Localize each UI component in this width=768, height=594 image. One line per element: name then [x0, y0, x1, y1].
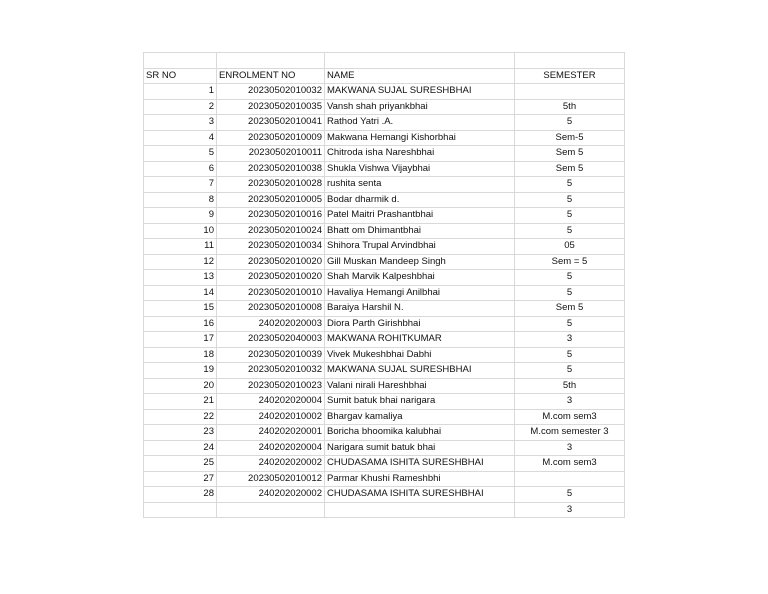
sr-no-cell[interactable]: 9 — [144, 208, 217, 224]
enrolment-no-cell[interactable]: 20230502010008 — [217, 301, 325, 317]
header-sr-no[interactable]: SR NO — [144, 68, 217, 84]
semester-cell[interactable]: 3 — [515, 332, 625, 348]
table-row — [144, 363, 625, 379]
table-row — [144, 409, 625, 425]
table-row — [144, 146, 625, 162]
table-row — [144, 487, 625, 503]
sr-no-cell[interactable]: 22 — [144, 409, 217, 425]
sr-no-cell[interactable]: 2 — [144, 99, 217, 115]
table-row — [144, 208, 625, 224]
table-row — [144, 84, 625, 100]
semester-cell[interactable]: 5th — [515, 378, 625, 394]
table-row — [144, 425, 625, 441]
semester-cell[interactable]: Sem 5 — [515, 161, 625, 177]
enrolment-no-cell[interactable]: 240202020004 — [217, 440, 325, 456]
enrolment-no-cell[interactable]: 20230502010016 — [217, 208, 325, 224]
enrolment-no-cell[interactable]: 240202010002 — [217, 409, 325, 425]
name-cell[interactable]: Parmar Khushi Rameshbhi — [325, 471, 515, 487]
enrolment-no-cell[interactable]: 20230502010023 — [217, 378, 325, 394]
table-row — [144, 223, 625, 239]
sr-no-cell[interactable]: 11 — [144, 239, 217, 255]
table-row — [144, 440, 625, 456]
enrolment-no-cell[interactable]: 240202020004 — [217, 394, 325, 410]
sr-no-cell[interactable]: 28 — [144, 487, 217, 503]
enrolment-no-cell[interactable]: 20230502010020 — [217, 254, 325, 270]
name-cell[interactable]: Sumit batuk bhai narigara — [325, 394, 515, 410]
name-cell[interactable]: Valani nirali Hareshbhai — [325, 378, 515, 394]
sr-no-cell[interactable]: 12 — [144, 254, 217, 270]
sr-no-cell[interactable]: 4 — [144, 130, 217, 146]
table-row — [144, 270, 625, 286]
table-row — [144, 161, 625, 177]
semester-cell[interactable]: Sem = 5 — [515, 254, 625, 270]
name-cell[interactable]: Shah Marvik Kalpeshbhai — [325, 270, 515, 286]
semester-cell[interactable]: 5 — [515, 192, 625, 208]
name-cell[interactable]: rushita senta — [325, 177, 515, 193]
name-cell[interactable]: MAKWANA SUJAL SURESHBHAI — [325, 84, 515, 100]
empty-cell[interactable] — [515, 53, 625, 69]
semester-cell[interactable]: 5 — [515, 487, 625, 503]
name-cell[interactable]: CHUDASAMA ISHITA SURESHBHAI — [325, 456, 515, 472]
sr-no-cell[interactable]: 19 — [144, 363, 217, 379]
semester-cell[interactable]: Sem-5 — [515, 130, 625, 146]
enrolment-no-cell[interactable]: 20230502040003 — [217, 332, 325, 348]
enrolment-no-cell[interactable]: 20230502010039 — [217, 347, 325, 363]
name-cell[interactable] — [325, 502, 515, 518]
sr-no-cell[interactable]: 16 — [144, 316, 217, 332]
sr-no-cell[interactable] — [144, 502, 217, 518]
name-cell[interactable]: Shihora Trupal Arvindbhai — [325, 239, 515, 255]
sr-no-cell[interactable]: 5 — [144, 146, 217, 162]
semester-cell[interactable]: 5 — [515, 363, 625, 379]
semester-cell[interactable]: 5 — [515, 316, 625, 332]
semester-cell[interactable]: 5 — [515, 208, 625, 224]
semester-cell[interactable]: 5 — [515, 270, 625, 286]
name-cell[interactable]: Rathod Yatri .A. — [325, 115, 515, 131]
name-cell[interactable]: Vansh shah priyankbhai — [325, 99, 515, 115]
enrolment-no-cell[interactable]: 240202020002 — [217, 487, 325, 503]
name-cell[interactable]: Makwana Hemangi Kishorbhai — [325, 130, 515, 146]
table-row — [144, 301, 625, 317]
enrolment-no-cell[interactable]: 240202020001 — [217, 425, 325, 441]
enrolment-no-cell[interactable]: 20230502010032 — [217, 363, 325, 379]
table-row — [144, 394, 625, 410]
semester-cell[interactable]: Sem 5 — [515, 146, 625, 162]
table-row — [144, 347, 625, 363]
name-cell[interactable]: MAKWANA SUJAL SURESHBHAI — [325, 363, 515, 379]
empty-top-row — [144, 53, 625, 69]
name-cell[interactable]: Vivek Mukeshbhai Dabhi — [325, 347, 515, 363]
semester-cell[interactable]: M.com sem3 — [515, 456, 625, 472]
name-cell[interactable]: Diora Parth Girishbhai — [325, 316, 515, 332]
enrolment-no-cell[interactable]: 20230502010032 — [217, 84, 325, 100]
sr-no-cell[interactable]: 25 — [144, 456, 217, 472]
semester-cell[interactable]: Sem 5 — [515, 301, 625, 317]
sr-no-cell[interactable]: 13 — [144, 270, 217, 286]
name-cell[interactable]: MAKWANA ROHITKUMAR — [325, 332, 515, 348]
sr-no-cell[interactable]: 23 — [144, 425, 217, 441]
enrolment-no-cell[interactable]: 20230502010024 — [217, 223, 325, 239]
name-cell[interactable]: Shukla Vishwa Vijaybhai — [325, 161, 515, 177]
sr-no-cell[interactable]: 27 — [144, 471, 217, 487]
table-row — [144, 471, 625, 487]
table-row — [144, 456, 625, 472]
header-enrolment-no[interactable]: ENROLMENT NO — [217, 68, 325, 84]
table-row — [144, 99, 625, 115]
enrolment-no-cell[interactable]: 20230502010028 — [217, 177, 325, 193]
table-row — [144, 332, 625, 348]
name-cell[interactable]: Patel Maitri Prashantbhai — [325, 208, 515, 224]
sr-no-cell[interactable]: 3 — [144, 115, 217, 131]
name-cell[interactable]: CHUDASAMA ISHITA SURESHBHAI — [325, 487, 515, 503]
enrolment-no-cell[interactable] — [217, 502, 325, 518]
sr-no-cell[interactable]: 10 — [144, 223, 217, 239]
enrolment-no-cell[interactable]: 20230502010034 — [217, 239, 325, 255]
enrolment-no-cell[interactable]: 240202020002 — [217, 456, 325, 472]
semester-cell[interactable]: 5 — [515, 347, 625, 363]
semester-cell[interactable]: 05 — [515, 239, 625, 255]
semester-cell[interactable] — [515, 84, 625, 100]
table-row — [144, 239, 625, 255]
name-cell[interactable]: Bhatt om Dhimantbhai — [325, 223, 515, 239]
name-cell[interactable]: Chitroda isha Nareshbhai — [325, 146, 515, 162]
header-name[interactable]: NAME — [325, 68, 515, 84]
enrolment-no-cell[interactable]: 20230502010012 — [217, 471, 325, 487]
name-cell[interactable]: Gill Muskan Mandeep Singh — [325, 254, 515, 270]
sr-no-cell[interactable]: 15 — [144, 301, 217, 317]
name-cell[interactable]: Bhargav kamaliya — [325, 409, 515, 425]
sr-no-cell[interactable]: 14 — [144, 285, 217, 301]
enrolment-no-cell[interactable]: 20230502010041 — [217, 115, 325, 131]
empty-cell[interactable] — [217, 53, 325, 69]
semester-cell[interactable]: M.com sem3 — [515, 409, 625, 425]
semester-cell[interactable]: M.com semester 3 — [515, 425, 625, 441]
table-row — [144, 177, 625, 193]
empty-cell[interactable] — [144, 53, 217, 69]
header-row — [144, 68, 625, 84]
enrolment-no-cell[interactable]: 20230502010038 — [217, 161, 325, 177]
sr-no-cell[interactable]: 6 — [144, 161, 217, 177]
empty-cell[interactable] — [325, 53, 515, 69]
enrolment-no-cell[interactable]: 20230502010009 — [217, 130, 325, 146]
table-row — [144, 192, 625, 208]
spreadsheet-table — [143, 52, 625, 518]
semester-cell[interactable]: 5 — [515, 285, 625, 301]
table-row — [144, 254, 625, 270]
semester-cell[interactable]: 3 — [515, 394, 625, 410]
enrolment-no-cell[interactable]: 20230502010010 — [217, 285, 325, 301]
sr-no-cell[interactable]: 8 — [144, 192, 217, 208]
name-cell[interactable]: Havaliya Hemangi Anilbhai — [325, 285, 515, 301]
semester-cell[interactable]: 3 — [515, 440, 625, 456]
enrolment-no-cell[interactable]: 20230502010011 — [217, 146, 325, 162]
sr-no-cell[interactable]: 1 — [144, 84, 217, 100]
name-cell[interactable]: Narigara sumit batuk bhai — [325, 440, 515, 456]
sr-no-cell[interactable]: 17 — [144, 332, 217, 348]
enrolment-no-cell[interactable]: 20230502010005 — [217, 192, 325, 208]
semester-cell[interactable]: 5 — [515, 223, 625, 239]
sr-no-cell[interactable]: 7 — [144, 177, 217, 193]
sr-no-cell[interactable]: 18 — [144, 347, 217, 363]
enrolment-no-cell[interactable]: 240202020003 — [217, 316, 325, 332]
semester-cell[interactable]: 5 — [515, 177, 625, 193]
name-cell[interactable]: Bodar dharmik d. — [325, 192, 515, 208]
header-semester[interactable]: SEMESTER — [515, 68, 625, 84]
enrolment-no-cell[interactable]: 20230502010035 — [217, 99, 325, 115]
enrolment-no-cell[interactable]: 20230502010020 — [217, 270, 325, 286]
name-cell[interactable]: Baraiya Harshil N. — [325, 301, 515, 317]
table-row — [144, 316, 625, 332]
semester-cell[interactable] — [515, 471, 625, 487]
name-cell[interactable]: Boricha bhoomika kalubhai — [325, 425, 515, 441]
sr-no-cell[interactable]: 20 — [144, 378, 217, 394]
table-row — [144, 502, 625, 518]
sr-no-cell[interactable]: 21 — [144, 394, 217, 410]
semester-cell[interactable]: 5 — [515, 115, 625, 131]
table-row — [144, 130, 625, 146]
semester-cell[interactable]: 3 — [515, 502, 625, 518]
table-row — [144, 285, 625, 301]
table-row — [144, 115, 625, 131]
table-row — [144, 378, 625, 394]
semester-cell[interactable]: 5th — [515, 99, 625, 115]
sr-no-cell[interactable]: 24 — [144, 440, 217, 456]
